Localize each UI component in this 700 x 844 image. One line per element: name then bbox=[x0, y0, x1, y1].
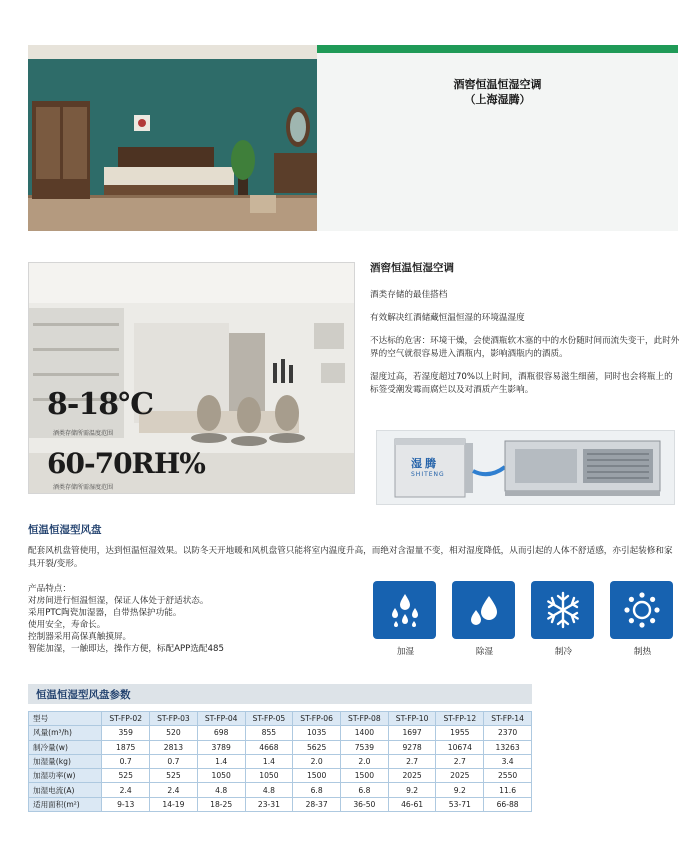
column-header: ST-FP-10 bbox=[388, 712, 436, 726]
table-cell: 2370 bbox=[484, 726, 532, 740]
unit-brand-cn: 湿腾 bbox=[411, 457, 439, 470]
table-cell: 1035 bbox=[293, 726, 341, 740]
function-icons bbox=[373, 581, 675, 661]
table-cell: 13263 bbox=[484, 740, 532, 754]
function-heating bbox=[610, 581, 675, 657]
table-cell: 9.2 bbox=[388, 783, 436, 797]
features-title: 产品特点： bbox=[28, 584, 71, 594]
table-cell: 36-50 bbox=[341, 797, 389, 811]
table-cell: 2813 bbox=[150, 740, 198, 754]
function-cooling bbox=[531, 581, 596, 657]
table-cell: 4.8 bbox=[245, 783, 293, 797]
humidity-caption: 酒类存储所需湿度范围 bbox=[53, 484, 114, 491]
table-row bbox=[29, 797, 532, 811]
table-cell: 1875 bbox=[102, 740, 150, 754]
table-row bbox=[29, 783, 532, 797]
column-header: 型号 bbox=[29, 712, 102, 726]
section-title: 恒温恒湿型风盘 bbox=[28, 524, 102, 536]
table-cell: 3.4 bbox=[484, 754, 532, 768]
wine-cellar-image bbox=[28, 262, 355, 494]
section-description: 配套风机盘管使用，达到恒温恒湿效果。以防冬天开地暖和风机盘管只能将室内温度升高，而绝对含湿量不变，相对湿度降低，从而引起的人体不舒适感，亦引起装修和家具开裂/变形。 bbox=[28, 546, 673, 569]
dehumidify-label: 除湿 bbox=[475, 647, 494, 657]
row-header-cell: 加湿功率(w) bbox=[29, 769, 102, 783]
table-cell: 4668 bbox=[245, 740, 293, 754]
table-cell: 2.0 bbox=[293, 754, 341, 768]
table-cell: 2025 bbox=[388, 769, 436, 783]
row-header-cell: 风量(m³/h) bbox=[29, 726, 102, 740]
table-row bbox=[29, 726, 532, 740]
table-cell: 525 bbox=[150, 769, 198, 783]
table-cell: 18-25 bbox=[197, 797, 245, 811]
humidify-icon bbox=[373, 581, 436, 639]
table-cell: 855 bbox=[245, 726, 293, 740]
table-cell: 28-37 bbox=[293, 797, 341, 811]
table-cell: 10674 bbox=[436, 740, 484, 754]
table-cell: 7539 bbox=[341, 740, 389, 754]
table-cell: 5625 bbox=[293, 740, 341, 754]
column-header: ST-FP-03 bbox=[150, 712, 198, 726]
table-cell: 1.4 bbox=[197, 754, 245, 768]
column-header: ST-FP-05 bbox=[245, 712, 293, 726]
table-cell: 9278 bbox=[388, 740, 436, 754]
hero-banner bbox=[28, 45, 678, 231]
snowflake-icon bbox=[531, 581, 594, 639]
table-cell: 14-19 bbox=[150, 797, 198, 811]
side-para1: 不达标的危害：环境干燥，会使酒瓶软木塞的中的水份随时间而流失变干，此时外界的空气就很容易进入酒瓶内，影响酒瓶内的酒质。 bbox=[370, 336, 680, 359]
column-header: ST-FP-04 bbox=[197, 712, 245, 726]
table-cell: 520 bbox=[150, 726, 198, 740]
table-cell: 11.6 bbox=[484, 783, 532, 797]
table-cell: 0.7 bbox=[150, 754, 198, 768]
table-cell: 2025 bbox=[436, 769, 484, 783]
table-header-row bbox=[29, 712, 532, 726]
table-cell: 1050 bbox=[197, 769, 245, 783]
side-line1: 酒类存储的最佳搭档 bbox=[370, 290, 448, 300]
function-dehumidify bbox=[452, 581, 517, 657]
table-cell: 1.4 bbox=[245, 754, 293, 768]
column-header: ST-FP-02 bbox=[102, 712, 150, 726]
table-cell: 2550 bbox=[484, 769, 532, 783]
sun-icon bbox=[610, 581, 673, 639]
table-row bbox=[29, 740, 532, 754]
table-cell: 2.4 bbox=[102, 783, 150, 797]
temperature-range: 8-18℃ bbox=[47, 387, 154, 422]
column-header: ST-FP-06 bbox=[293, 712, 341, 726]
row-header-cell: 制冷量(w) bbox=[29, 740, 102, 754]
column-header: ST-FP-12 bbox=[436, 712, 484, 726]
table-cell: 46-61 bbox=[388, 797, 436, 811]
row-header-cell: 适用面积(m²) bbox=[29, 797, 102, 811]
dehumidify-icon bbox=[452, 581, 515, 639]
feature-item: 采用PTC陶瓷加湿器，自带热保护功能。 bbox=[28, 608, 182, 618]
parameter-table bbox=[28, 711, 532, 812]
table-cell: 2.4 bbox=[150, 783, 198, 797]
table-cell: 4.8 bbox=[197, 783, 245, 797]
table-cell: 6.8 bbox=[341, 783, 389, 797]
feature-item: 对房间进行恒温恒湿，保证人体处于舒适状态。 bbox=[28, 596, 209, 606]
table-cell: 2.0 bbox=[341, 754, 389, 768]
table-cell: 1050 bbox=[245, 769, 293, 783]
table-cell: 2.7 bbox=[436, 754, 484, 768]
table-row bbox=[29, 754, 532, 768]
unit-brand-en: SHITENG bbox=[411, 471, 445, 478]
table-row bbox=[29, 769, 532, 783]
humidify-label: 加湿 bbox=[396, 647, 415, 657]
row-header-cell: 加湿电流(A) bbox=[29, 783, 102, 797]
table-cell: 1500 bbox=[293, 769, 341, 783]
accent-bar bbox=[317, 45, 678, 53]
hero-title-line1: 酒窖恒温恒湿空调 bbox=[453, 78, 542, 91]
feature-item: 智能加湿，一触即达，操作方便，标配APP选配485 bbox=[28, 644, 224, 654]
table-cell: 3789 bbox=[197, 740, 245, 754]
table-cell: 698 bbox=[197, 726, 245, 740]
feature-item: 控制器采用高保真触摸屏。 bbox=[28, 632, 132, 642]
function-humidify bbox=[373, 581, 438, 657]
table-cell: 66-88 bbox=[484, 797, 532, 811]
side-description bbox=[370, 262, 680, 407]
table-cell: 0.7 bbox=[102, 754, 150, 768]
table-cell: 2.7 bbox=[388, 754, 436, 768]
table-cell: 1697 bbox=[388, 726, 436, 740]
table-cell: 1500 bbox=[341, 769, 389, 783]
hero-title-line2: （上海湿腾） bbox=[464, 93, 531, 106]
side-line2: 有效解决红酒储藏恒温恒湿的环境温湿度 bbox=[370, 313, 525, 323]
column-header: ST-FP-14 bbox=[484, 712, 532, 726]
features-list bbox=[28, 583, 358, 655]
table-cell: 6.8 bbox=[293, 783, 341, 797]
column-header: ST-FP-08 bbox=[341, 712, 389, 726]
table-cell: 23-31 bbox=[245, 797, 293, 811]
cooling-label: 制冷 bbox=[554, 647, 573, 657]
table-title: 恒温恒湿型风盘参数 bbox=[28, 684, 532, 704]
fan-coil-unit-photo bbox=[376, 430, 675, 505]
side-para2: 湿度过高，若湿度超过70%以上时间，酒瓶很容易滋生细菌，同时也会将瓶上的标签受潮发霉而腐烂以及对酒质产生影响。 bbox=[370, 372, 673, 395]
table-cell: 359 bbox=[102, 726, 150, 740]
heating-label: 制热 bbox=[633, 647, 652, 657]
bedroom-photo bbox=[28, 45, 317, 231]
hero-title bbox=[317, 77, 678, 107]
humidity-range: 60-70RH% bbox=[47, 447, 205, 480]
row-header-cell: 加湿量(kg) bbox=[29, 754, 102, 768]
temperature-caption: 酒类存储所需温度范围 bbox=[53, 430, 114, 437]
feature-item: 使用安全，寿命长。 bbox=[28, 620, 106, 630]
side-title: 酒窖恒温恒湿空调 bbox=[370, 262, 454, 274]
table-cell: 1955 bbox=[436, 726, 484, 740]
table-cell: 1400 bbox=[341, 726, 389, 740]
table-cell: 525 bbox=[102, 769, 150, 783]
table-cell: 9-13 bbox=[102, 797, 150, 811]
table-cell: 9.2 bbox=[436, 783, 484, 797]
table-cell: 53-71 bbox=[436, 797, 484, 811]
